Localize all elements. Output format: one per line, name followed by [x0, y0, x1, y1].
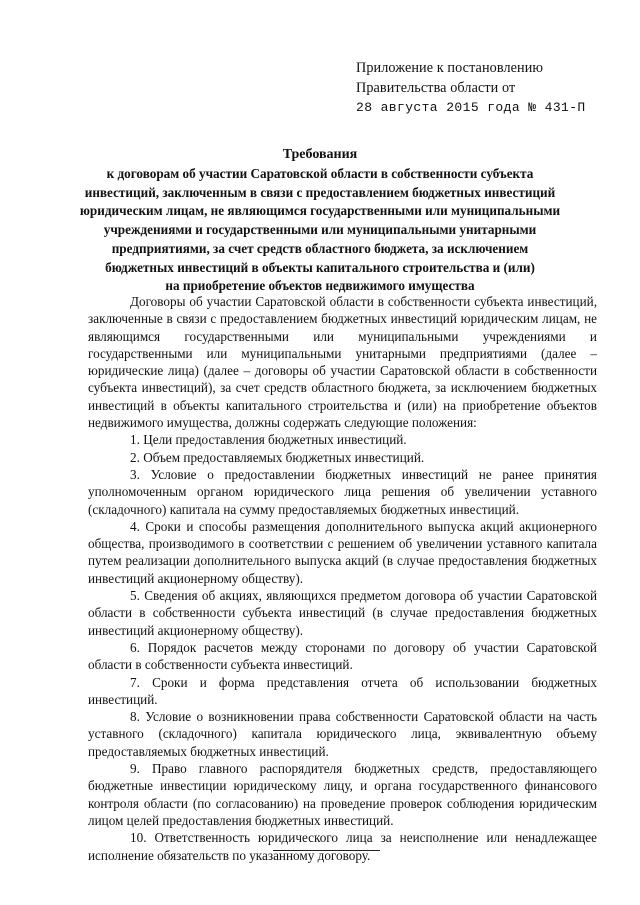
closing-divider	[273, 850, 380, 851]
list-item: 4. Сроки и способы размещения дополнительного выпуска акций акционерного общества, производимого в соответствии с решением об увеличении уставного капитала путем реализации дополнительного выпуска акций (в случае предоставления бюджетных инвестиций акционерному обществу).	[88, 518, 597, 586]
appendix-line-1: Приложение к постановлению	[356, 60, 544, 76]
list-item: 8. Условие о возникновении права собственности Саратовской области на часть уставного (складочного) капитала юридического лица, эквивалентную объему предоставляемых бюджетных инвестиций.	[88, 709, 597, 759]
title-line: бюджетных инвестиций в объекты капитального строительства и (или)	[105, 259, 535, 275]
appendix-block	[356, 58, 586, 118]
list-item: 7. Сроки и форма представления отчета об использовании бюджетных инвестиций.	[88, 674, 597, 707]
list-item: 1. Цели предоставления бюджетных инвестиций.	[130, 432, 407, 448]
list-item: 5. Сведения об акциях, являющихся предметом договора об участии Саратовской области в собственности субъекта инвестиций (в случае предоставления бюджетных инвестиций акционерному обществу).	[88, 588, 597, 638]
title-line: юридическим лицам, не являющимся государственными или муниципальными	[79, 203, 561, 219]
title-line: к договорам об участии Саратовской области в собственности субъекта	[106, 166, 534, 181]
title-line: на приобретение объектов недвижимого имущества	[165, 278, 475, 294]
title-line: инвестиций, заключенным в связи с предоставлением бюджетных инвестиций	[84, 184, 556, 200]
appendix-line-3-stamp: 28 августа 2015 года № 431-П	[356, 100, 586, 115]
intro-paragraph: Договоры об участии Саратовской области в собственности субъекта инвестиций, заключенные в связи с предоставлением бюджетных инвестиций юридическим лицам, не являющимся государственными или муниципальными учреждениями и государственными или муниципальными унитарными предприятиями (далее – юридические лица) (далее – договоры об участии Саратовской области в собственности субъекта инвестиций), за счет средств областного бюджета, за исключением бюджетных инвестиций в объекты капитального строительства и (или) на приобретение объектов недвижимого имущества, должны содержать следующие положения:	[88, 294, 597, 431]
title-line: предприятиями, за счет средств областного бюджета, за исключением	[111, 240, 529, 256]
list-item: 2. Объем предоставляемых бюджетных инвестиций.	[130, 449, 425, 465]
appendix-line-2: Правительства области от	[356, 80, 516, 96]
document-body	[88, 293, 597, 864]
list-item: 9. Право главного распорядителя бюджетных средств, предоставляющего бюджетные инвестиции юридическому лицу, и органа государственного финансового контроля области (по согласованию) на проведение проверок соблюдения юридическим лицом целей предоставления бюджетных инвестиций.	[88, 761, 597, 828]
document-title-word: Требования	[282, 147, 358, 162]
title-line: учреждениями и государственными или муниципальными унитарными	[103, 222, 537, 238]
list-item: 6. Порядок расчетов между сторонами по договору об участии Саратовской области в собственности субъекта инвестиций.	[88, 639, 597, 673]
list-item: 3. Условие о предоставлении бюджетных инвестиций не ранее принятия уполномоченным органом юридического лица решения об увеличении уставного (складочного) капитала на сумму предоставляемых бюджетных инвестиций.	[88, 466, 597, 517]
document-title	[78, 165, 562, 296]
list-item: 10. Ответственность юридического лица за неисполнение или ненадлежащее исполнение обязательств по указанному договору.	[88, 830, 597, 863]
